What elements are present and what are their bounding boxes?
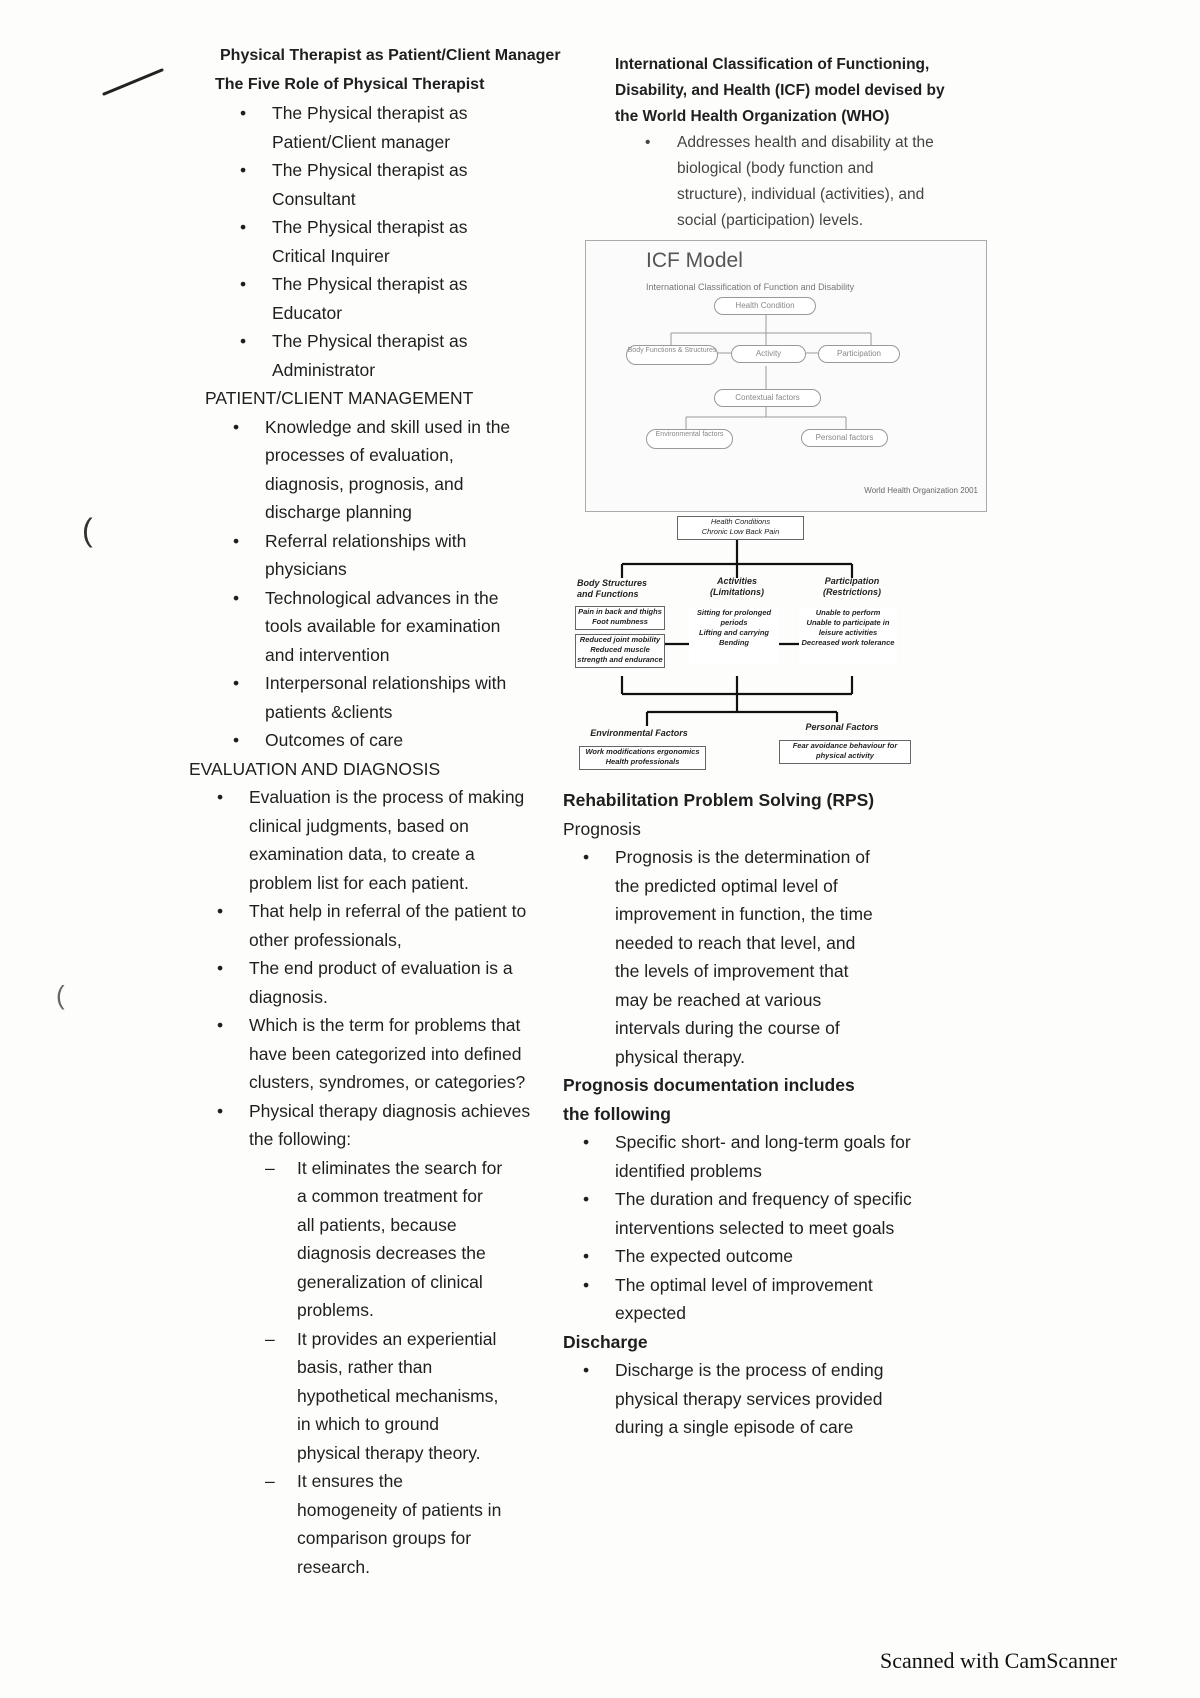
list-item: • Knowledge and skill used in the processes of evaluation, diagnosis, prognosis, and discharge planning [203, 413, 533, 527]
list-item: • That help in referral of the patient to other professionals, [187, 897, 532, 954]
title-line-2: The Five Role of Physical Therapist [215, 75, 485, 93]
lbp-activities-title: Activities (Limitations) [710, 576, 764, 597]
left-column [189, 42, 595, 1581]
icf-node-health-condition: Health Condition [714, 297, 816, 315]
lbp-personal-box: Fear avoidance behaviour for physical activity [779, 740, 911, 764]
icf-model-figure [585, 240, 987, 512]
lbp-personal-title: Personal Factors [805, 722, 879, 732]
list-item: • The duration and frequency of specific interventions selected to meet goals [553, 1185, 913, 1242]
lbp-body-title: Body Structures and Functions [577, 578, 648, 599]
pen-stroke-mark [100, 62, 170, 102]
icf-figure-credit: World Health Organization 2001 [864, 485, 978, 495]
icf-figure-title: ICF Model [646, 249, 743, 272]
list-item: • Interpersonal relationships with patients &clients [203, 669, 533, 726]
bracket-mark-small: ( [56, 980, 65, 1010]
list-item: • The Physical therapist as Educator [210, 270, 510, 327]
diagnosis-achieves-list [205, 1154, 505, 1582]
lbp-body-box-1: Pain in back and thighs Foot numbness [575, 606, 665, 630]
list-item: • Addresses health and disability at the biological (body function and structure), individual (activities), and social (participation) levels. [615, 130, 945, 234]
icf-node-personal: Personal factors [801, 429, 888, 447]
discharge-heading: Discharge [563, 1331, 648, 1352]
icf-figure-subtitle: International Classification of Function and Disability [646, 282, 855, 292]
lbp-activities-box: Sitting for prolonged periods Lifting and carrying Bending [689, 608, 779, 664]
list-item: – It provides an experiential basis, rather than hypothetical mechanisms, in which to ground physical therapy theory. [235, 1325, 505, 1468]
list-item: • The Physical therapist as Critical Inquirer [210, 213, 510, 270]
list-item: • Specific short- and long-term goals for identified problems [553, 1128, 913, 1185]
icf-node-participation: Participation [818, 345, 900, 363]
list-item: • The expected outcome [553, 1242, 913, 1271]
list-item: • Discharge is the process of ending physical therapy services provided during a single episode of care [553, 1356, 893, 1442]
eval-list [187, 783, 532, 1154]
list-item: • The optimal level of improvement expected [553, 1271, 913, 1328]
icf-list [615, 130, 945, 234]
list-item: – It ensures the homogeneity of patients in comparison groups for research. [235, 1467, 505, 1581]
rps-heading: Rehabilitation Problem Solving (RPS) [563, 790, 875, 810]
prog-doc-list [553, 1128, 913, 1328]
scanner-watermark: Scanned with CamScanner [880, 1648, 1118, 1673]
list-item: • Physical therapy diagnosis achieves the following: [187, 1097, 532, 1154]
lbp-health-condition: Health Conditions Chronic Low Back Pain [677, 516, 804, 540]
list-item: • Prognosis is the determination of the predicted optimal level of improvement in function, the time needed to reach that level, and the levels of improvement that may be reached at various intervals during the course of physical therapy. [553, 843, 883, 1071]
list-item: • Evaluation is the process of making clinical judgments, based on examination data, to create a problem list for each patient. [187, 783, 532, 897]
icf-node-contextual: Contextual factors [714, 389, 821, 407]
pcm-list [203, 413, 533, 755]
prognosis-list [553, 843, 883, 1071]
lbp-environmental-box: Work modifications ergonomics Health professionals [579, 746, 706, 770]
list-item: • The Physical therapist as Patient/Client manager [210, 99, 510, 156]
prognosis-heading: Prognosis [563, 818, 641, 839]
pcm-heading: PATIENT/CLIENT MANAGEMENT [205, 388, 474, 408]
lbp-participation-title: Participation (Restrictions) [822, 576, 881, 597]
list-item: • Technological advances in the tools available for examination and intervention [203, 584, 533, 670]
eval-heading: EVALUATION AND DIAGNOSIS [189, 758, 441, 779]
roles-list [210, 99, 510, 384]
lbp-icf-diagram [567, 516, 912, 778]
icf-heading: International Classification of Functioning, Disability, and Health (ICF) model devised by the World Health Organization (WHO) [615, 56, 945, 125]
lbp-body-box-2: Reduced joint mobility Reduced muscle strength and endurance [575, 634, 665, 668]
discharge-list [553, 1356, 893, 1442]
title-line-1: Physical Therapist as Patient/Client Manager [220, 47, 561, 64]
lbp-participation-box: Unable to perform Unable to participate in leisure activities Decreased work tolerance [799, 608, 897, 664]
icf-connector-lines [586, 241, 986, 511]
list-item: • The Physical therapist as Administrator [210, 327, 510, 384]
bracket-mark: ( [82, 512, 93, 548]
lbp-environmental-title: Environmental Factors [590, 728, 688, 738]
list-item: • Which is the term for problems that have been categorized into defined clusters, syndromes, or categories? [187, 1011, 532, 1097]
icf-node-environmental: Environmental factors [646, 429, 733, 449]
icf-node-activity: Activity [731, 345, 806, 363]
list-item: • The Physical therapist as Consultant [210, 156, 510, 213]
right-column [563, 52, 1045, 1442]
icf-node-body: Body Functions & Structures [626, 345, 718, 365]
list-item: • Referral relationships with physicians [203, 527, 533, 584]
list-item: • The end product of evaluation is a diagnosis. [187, 954, 532, 1011]
list-item: • Outcomes of care [203, 726, 533, 755]
list-item: – It eliminates the search for a common treatment for all patients, because diagnosis decreases the generalization of clinical problems. [235, 1154, 505, 1325]
prog-doc-heading: Prognosis documentation includes the following [563, 1075, 855, 1124]
